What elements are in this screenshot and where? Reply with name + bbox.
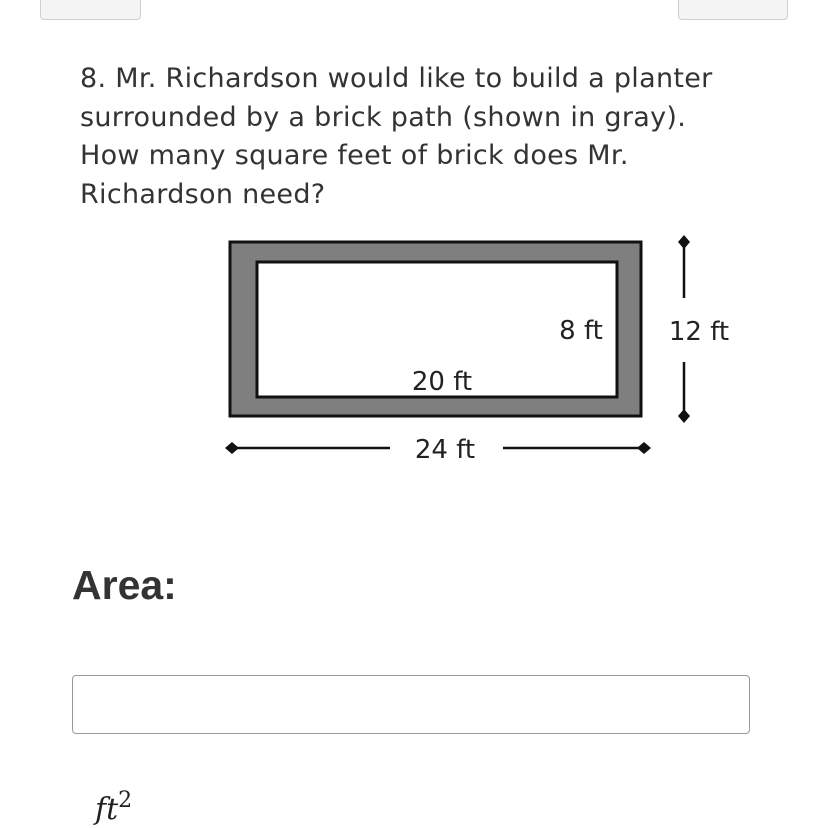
outer-width-label: 24 ft	[414, 435, 476, 465]
horizontal-dimension-left-marker	[225, 442, 239, 454]
vertical-dimension-top-marker	[678, 235, 690, 249]
inner-height-label: 8 ft	[559, 316, 603, 346]
area-label: Area:	[72, 562, 177, 608]
outer-height-label: 12 ft	[668, 317, 730, 347]
unit-exponent: 2	[118, 788, 133, 813]
horizontal-dimension-right-marker	[637, 442, 651, 454]
question-body: Mr. Richardson would like to build a planter surrounded by a brick path (shown in gray). How many square feet of brick does Mr. Richardson need?	[80, 63, 713, 210]
question-number: 8.	[80, 63, 107, 94]
inner-width-label: 20 ft	[411, 367, 473, 397]
area-answer-input[interactable]	[72, 675, 750, 734]
vertical-dimension-bottom-marker	[678, 409, 690, 423]
unit-label	[95, 790, 132, 825]
unit-base: ft	[95, 792, 119, 827]
